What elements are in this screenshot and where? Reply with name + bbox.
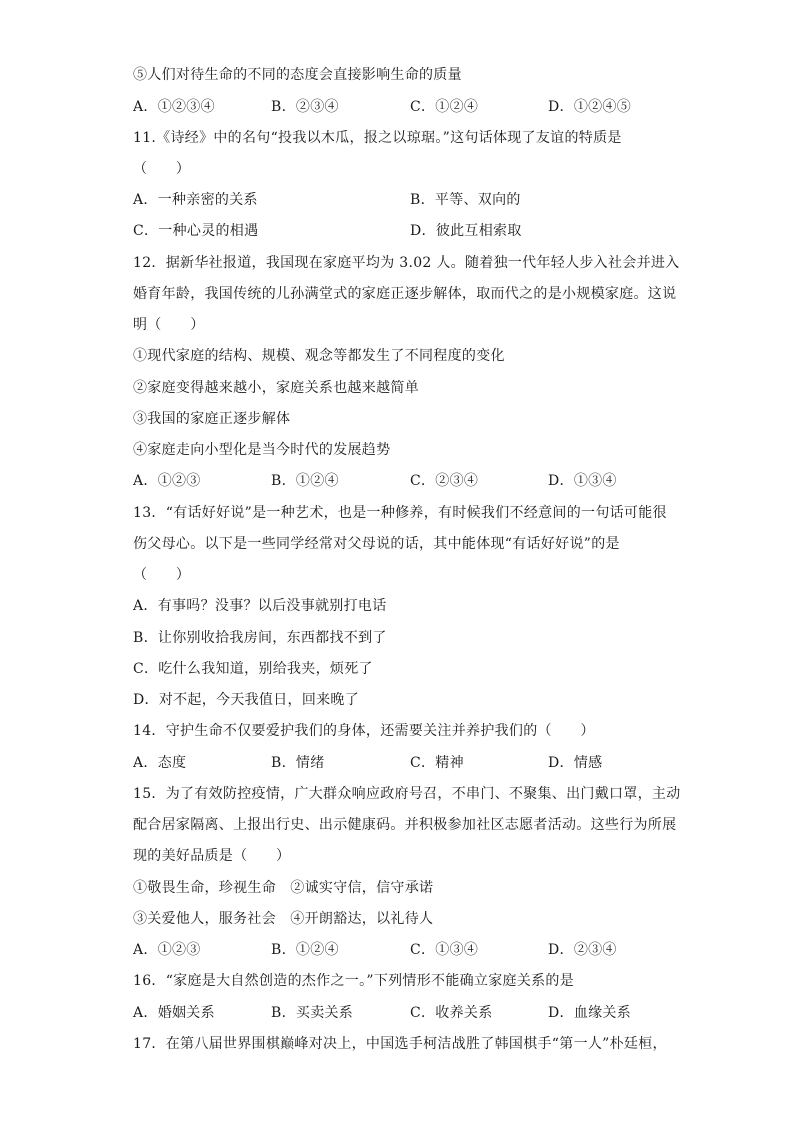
q10-option-d: D．①②④⑤	[548, 99, 632, 115]
q11-option-c: C．一种心灵的相遇	[133, 223, 259, 239]
q13-stem-line-1: 13．“有话好好说”是一种艺术，也是一种修养，有时候我们不经意间的一句话可能很	[133, 505, 667, 521]
q15-options	[133, 939, 673, 961]
q12-statement-4: ④家庭走向小型化是当今时代的发展趋势	[133, 442, 391, 458]
q14-stem-line-1: 14．守护生命不仅要爱护我们的身体，还需要关注并养护我们的（ ）	[133, 723, 595, 739]
q13-option-b: B．让你别收拾我房间，东西都找不到了	[133, 630, 387, 646]
q12-option-a: A．①②③	[133, 473, 201, 489]
q10-option-c: C．①②④	[410, 99, 479, 115]
q13-stem-line-3: （ ）	[133, 567, 191, 583]
q11-option-b: B．平等、双向的	[410, 192, 521, 208]
q10-options	[133, 96, 673, 118]
q15-stem-line-3: 现的美好品质是（ ）	[133, 848, 291, 864]
q11-option-d: D．彼此互相索取	[410, 223, 522, 239]
q10-option-a: A．①②③④	[133, 99, 215, 115]
q11-option-a: A．一种亲密的关系	[133, 192, 258, 208]
q12-statement-2: ②家庭变得越来越小，家庭关系也越来越简单	[133, 380, 419, 396]
q11-options-row-1	[133, 189, 673, 211]
q17-stem-line-1: 17．在第八届世界围棋巅峰对决上，中国选手柯洁战胜了韩国棋手“第一人”朴廷桓，	[133, 1036, 667, 1052]
q12-statement-3: ③我国的家庭正逐步解体	[133, 411, 291, 427]
q13-option-c: C．吃什么我知道，别给我夹，烦死了	[133, 661, 373, 677]
q13-option-d: D．对不起，今天我值日，回来晚了	[133, 692, 360, 708]
q16-option-b: B．买卖关系	[271, 1005, 354, 1021]
q15-option-b: B．①②④	[271, 942, 339, 958]
q15-stem-line-2: 配合居家隔离、上报出行史、出示健康码。并积极参加社区志愿者活动。这些行为所展	[133, 817, 677, 833]
q16-option-c: C．收养关系	[410, 1005, 493, 1021]
q12-option-c: C．②③④	[410, 473, 479, 489]
q16-option-a: A．婚姻关系	[133, 1005, 215, 1021]
q14-option-d: D．情感	[548, 755, 603, 771]
q15-option-a: A．①②③	[133, 942, 201, 958]
q15-statements-line-2: ③关爱他人，服务社会 ④开朗豁达，以礼待人	[133, 911, 434, 927]
q10-option-b: B．②③④	[271, 99, 339, 115]
q12-stem-line-2: 婚育年龄，我国传统的儿孙满堂式的家庭正逐步解体，取而代之的是小规模家庭。这说	[133, 286, 677, 302]
q15-option-d: D．②③④	[548, 942, 617, 958]
q16-stem-line-1: 16．“家庭是大自然创造的杰作之一。”下列情形不能确立家庭关系的是	[133, 973, 575, 989]
q11-stem-line-1: 11.《诗经》中的名句“投我以木瓜，报之以琼琚。”这句话体现了友谊的特质是	[133, 130, 622, 146]
q15-option-c: C．①③④	[410, 942, 479, 958]
q13-stem-line-2: 伤父母心。以下是一些同学经常对父母说的话，其中能体现“有话好好说”的是	[133, 536, 620, 552]
q10-statement-5: ⑤人们对待生命的不同的态度会直接影响生命的质量	[133, 67, 462, 83]
q12-options	[133, 470, 673, 492]
q14-option-b: B．情绪	[271, 755, 325, 771]
q16-options	[133, 1002, 673, 1024]
q13-option-a: A．有事吗？没事？以后没事就别打电话	[133, 598, 387, 614]
q15-statements-line-1: ①敬畏生命，珍视生命 ②诚实守信，信守承诺	[133, 880, 434, 896]
q14-option-a: A．态度	[133, 755, 187, 771]
q12-stem-line-1: 12．据新华社报道，我国现在家庭平均为 3.02 人。随着独一代年轻人步入社会并进入	[133, 255, 680, 271]
q11-stem-line-2: （ ）	[133, 161, 191, 177]
q12-statement-1: ①现代家庭的结构、规模、观念等都发生了不同程度的变化	[133, 348, 505, 364]
q15-stem-line-1: 15．为了有效防控疫情，广大群众响应政府号召，不串门、不聚集、出门戴口罩，主动	[133, 786, 681, 802]
q16-option-d: D．血缘关系	[548, 1005, 632, 1021]
q14-options	[133, 752, 673, 774]
q12-option-d: D．①③④	[548, 473, 617, 489]
q11-options-row-2	[133, 220, 673, 242]
q14-option-c: C．精神	[410, 755, 464, 771]
q12-option-b: B．①②④	[271, 473, 339, 489]
q12-stem-line-3: 明（ ）	[133, 317, 205, 333]
